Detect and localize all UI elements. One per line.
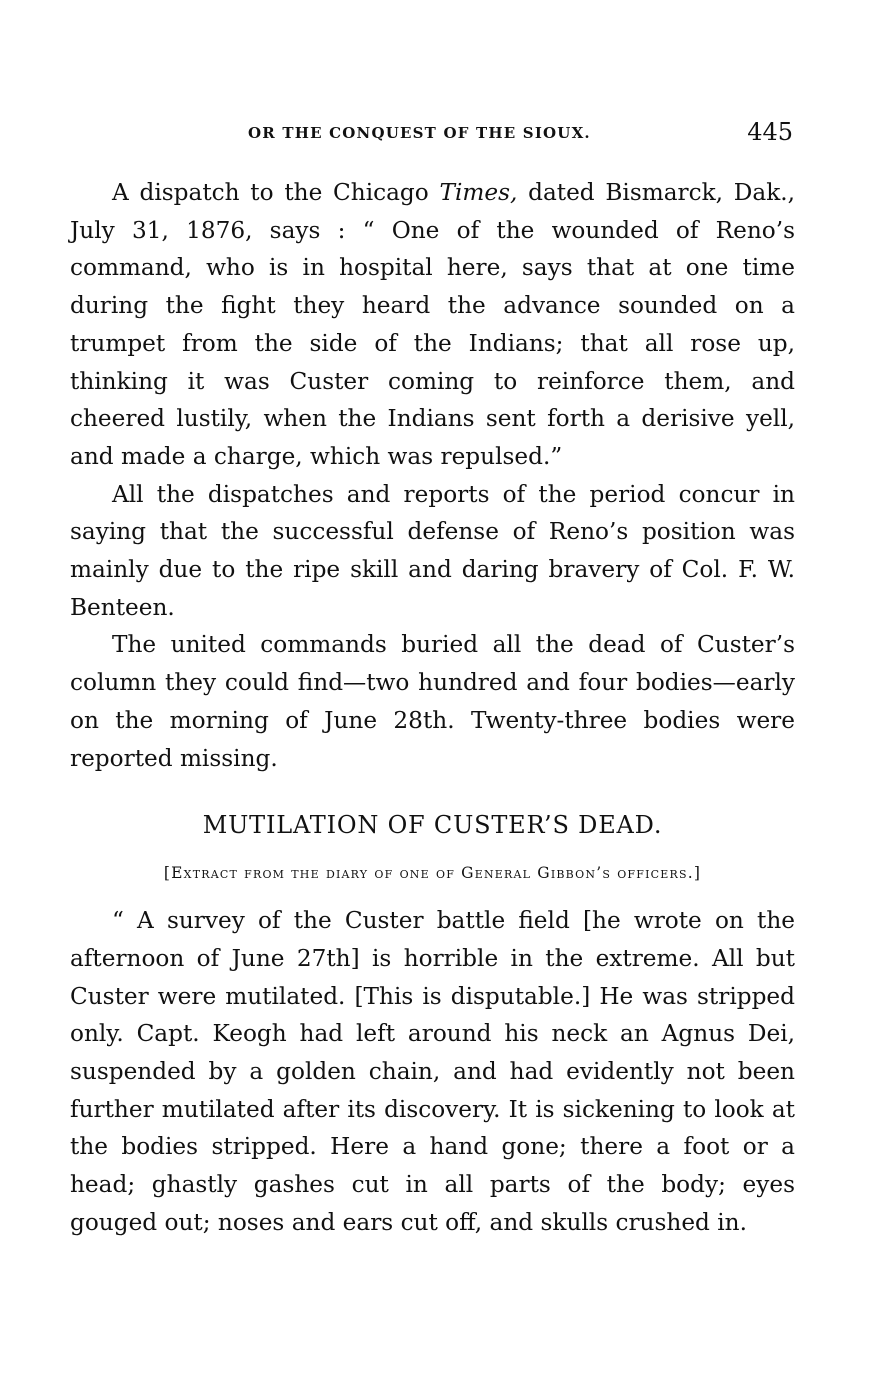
paragraph-reports: All the dispatches and reports of the period concur in saying that the successful defense of Reno’s position was mainly due to the ripe skill and daring bravery of Col. F. W. Benteen. bbox=[70, 480, 795, 621]
paragraph-survey-quote: “ A survey of the Custer battle field [he wrote on the afternoon of June 27th] is horrible in the extreme. All but Custer were mutilated. [This is disputable.] He was stripped only. Capt. Keogh had left around his neck an Agnus Dei, suspended by a golden chain, and had evidently not been further mutilated after its discovery. It is sickening to look at the bodies stripped. Here a hand gone; there a foot or a head; ghastly gashes cut in all parts of the body; eyes gouged out; noses and ears cut off, and skulls crushed in. bbox=[70, 907, 795, 1236]
running-head bbox=[70, 118, 795, 158]
body-text bbox=[70, 174, 795, 1242]
running-head-title: OR THE CONQUEST OF THE SIOUX. bbox=[248, 124, 591, 142]
paragraph-dispatch-rest: dated Bismarck, Dak., July 31, 1876, says : “ One of the wounded of Reno’s command, who is in hospital here, says that at one time during the fight they heard the advance sounded on a trumpet from the side of the Indians; that all rose up, thinking it was Custer coming to reinforce them, and cheered lustily, when the Indians sent forth a derisive yell, and made a charge, which was repulsed.” bbox=[70, 179, 796, 470]
newspaper-title: Times, bbox=[439, 179, 518, 206]
page-number: 445 bbox=[747, 118, 793, 146]
paragraph-dispatch-start: A dispatch to the Chicago bbox=[112, 179, 440, 206]
section-heading: MUTILATION OF CUSTER’S DEAD. bbox=[202, 811, 663, 840]
extract-note: [Extract from the diary of one of General Gibbon’s officers.] bbox=[163, 864, 702, 883]
book-page bbox=[70, 118, 795, 1242]
paragraph-burial: The united commands buried all the dead of Custer’s column they could find—two hundred and four bodies—early on the morning of June 28th. Twenty-three bodies were reported missing. bbox=[70, 631, 795, 772]
paragraph-dispatch bbox=[70, 174, 795, 476]
